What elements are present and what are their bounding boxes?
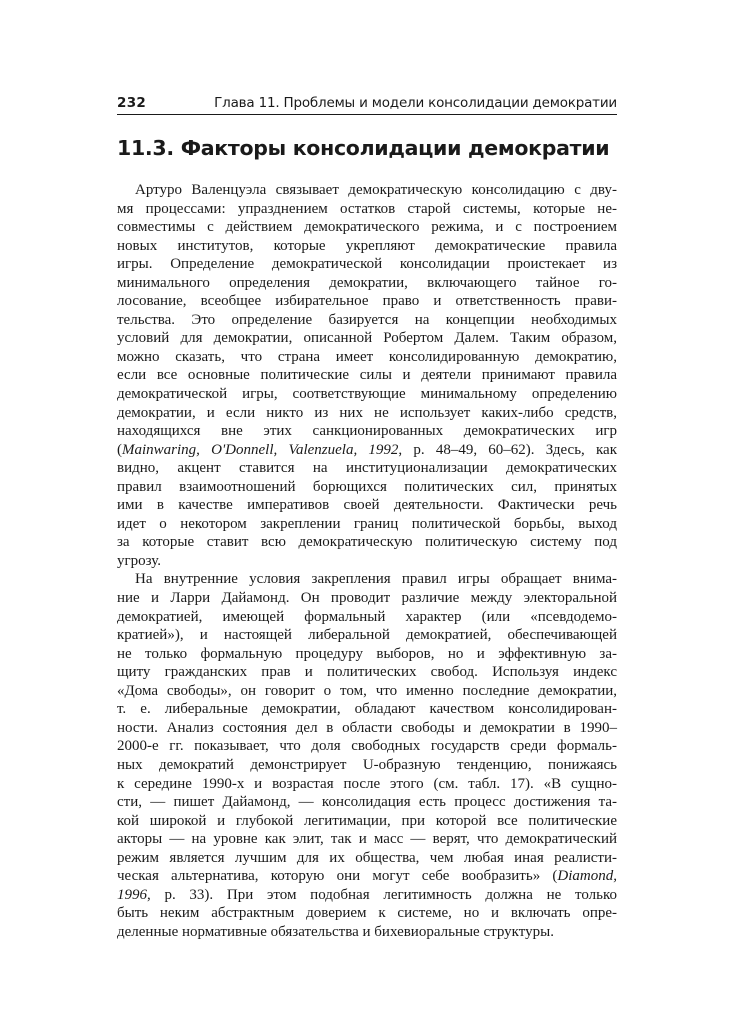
- text-line: [117, 886, 617, 905]
- text-line: минимального определения демократии, включающего тайное го-: [117, 274, 617, 291]
- line-text: (: [117, 441, 122, 458]
- text-line: мя процессами: упразднением остатков старой системы, которые не-: [117, 200, 617, 217]
- citation-italic: Mainwaring, O'Donnell, Valenzuela, 1992: [122, 441, 399, 458]
- text-line: тельства. Это определение базируется на концепции необходимых: [117, 311, 617, 328]
- text-line: можно сказать, что страна имеет консолидированную демократию,: [117, 348, 617, 365]
- running-header: [117, 88, 617, 115]
- text-line: демократической игры, соответствующие минимальному определению: [117, 386, 617, 403]
- text-line: условий для демократии, описанной Робертом Далем. Таким образом,: [117, 330, 617, 347]
- text-line: быть неким абстрактным доверием к системе, но и включать опре-: [117, 905, 617, 922]
- text-line: режим является лучшим для их общества, чем любая иная реалисти-: [117, 849, 617, 866]
- text-line: демократией, имеющей формальный характер (или «псевдодемо-: [117, 608, 617, 625]
- text-line: ных демократий демонстрирует U-образную тенденцию, понижаясь: [117, 756, 617, 773]
- citation-italic: 1996: [117, 886, 147, 903]
- text-line: находящихся вне этих санкционированных демократических игр: [117, 423, 617, 440]
- text-line: угрозу.: [117, 552, 162, 569]
- text-line: идет о некотором закреплении границ политической борьбы, выход: [117, 515, 617, 532]
- section-title: 11.3. Факторы консолидации демократии: [117, 136, 610, 160]
- text-line: к середине 1990-х и возрастая после этого (см. табл. 17). «В сущно-: [117, 775, 617, 792]
- text-line: новых институтов, которые укрепляют демократические правила: [117, 237, 617, 254]
- line-text: ческая альтернатива, которую они могут себе вообразить» (: [117, 868, 558, 885]
- text-line: т. е. либеральные демократии, обладают качеством консолидирован-: [117, 701, 617, 718]
- text-line: Артуро Валенцуэла связывает демократическую консолидацию с дву-: [135, 182, 617, 198]
- text-line: кратией»), и настоящей либеральной демократией, обеспечивающей: [117, 627, 617, 644]
- text-line: [117, 441, 617, 460]
- text-line: ими в качестве императивов своей деятельности. Фактически речь: [117, 497, 617, 514]
- line-text: , p. 48–49, 60–62). Здесь, как: [398, 441, 617, 458]
- text-line: «Дома свободы», он говорит о том, что именно последние демократии,: [117, 682, 617, 699]
- text-line: если все основные политические силы и деятели принимают правила: [117, 367, 617, 384]
- text-line: совместимы с действием демократического режима, и с построением: [117, 219, 617, 236]
- text-line: щиту гражданских прав и политических свобод. Используя индекс: [117, 664, 617, 681]
- text-line: не только формальную процедуру выборов, но и эффективную за-: [117, 645, 617, 662]
- citation-italic: Diamond,: [557, 868, 617, 885]
- text-line: сти, — пишет Дайамонд, — консолидация есть процесс достижения та-: [117, 794, 617, 811]
- text-line: игры. Определение демократической консолидации проистекает из: [117, 256, 617, 273]
- chapter-title: Глава 11. Проблемы и модели консолидации демократии: [214, 95, 617, 111]
- page-number: 232: [117, 95, 147, 111]
- text-line: акторы — на уровне как элит, так и масс — верят, что демократический: [117, 831, 617, 848]
- text-line: 2000-е гг. показывает, что доля свободных государств среди формаль-: [117, 738, 617, 755]
- body-text: [117, 181, 617, 941]
- text-line: правил взаимоотношений борющихся политических сил, принятых: [117, 478, 617, 495]
- text-line: ние и Ларри Дайамонд. Он проводит различие между электоральной: [117, 590, 617, 607]
- text-line: видно, акцент ставится на институционализации демократических: [117, 460, 617, 477]
- text-line: [117, 867, 617, 886]
- text-line: На внутренние условия закрепления правил игры обращает внима-: [135, 571, 617, 588]
- line-text: , p. 33). При этом подобная легитимность должна не только: [147, 886, 617, 903]
- text-line: ности. Анализ состояния дел в области свободы и демократии в 1990–: [117, 719, 617, 736]
- text-line: за которые ставит всю демократическую политическую систему под: [117, 534, 617, 551]
- text-line: лосование, всеобщее избирательное право и ответственность прави-: [117, 293, 617, 310]
- book-page: [117, 88, 617, 940]
- text-line: деленные нормативные обязательства и бихевиоральные структуры.: [117, 923, 554, 940]
- text-line: кой широкой и глубокой легитимации, при которой все политические: [117, 812, 617, 829]
- text-line: демократии, и если никто из них не использует каких-либо средств,: [117, 404, 617, 421]
